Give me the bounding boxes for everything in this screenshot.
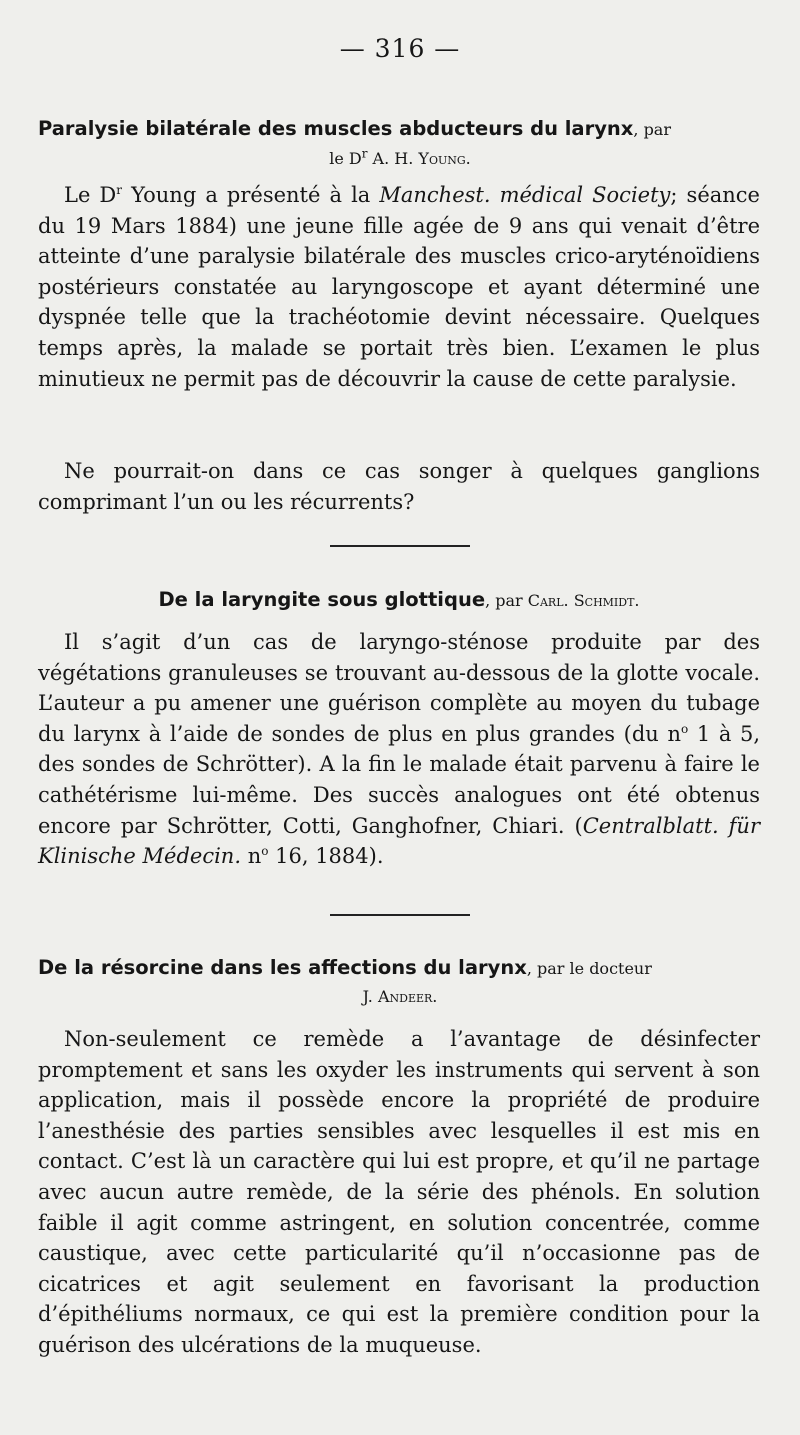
section-title: De la résorcine dans les affections du larynx xyxy=(38,956,527,979)
section-heading-2 xyxy=(38,585,760,616)
author-line-3: J. Andeer. xyxy=(362,987,438,1006)
superscript: o xyxy=(261,844,269,859)
text-run: 1 à 5, des sondes de Schrötter). A la fin le malade était parvenu à faire le cathétérisme lui-même. Des succès analogues ont été obtenus encore par Schrötter, Cotti, Ganghofner, Chiari. ( xyxy=(38,721,760,838)
author-name: A. H. Young. xyxy=(367,149,471,168)
page-number: — 316 — xyxy=(339,34,461,63)
byline-par: , par xyxy=(633,120,671,139)
text-run: Il s’agit d’un cas de laryngo-sténose produite par des végétations granuleuses se trouvant au-dessous de la glotte vocale. L’auteur a pu amener une guérison complète au moyen du tubage du larynx à l’aide de sondes de plus en plus grandes (du n xyxy=(38,630,760,746)
text-run: ; séance du 19 Mars 1884) une jeune fille agée de 9 ans qui venait d’être atteinte d’une paralysie bilatérale des muscles crico-aryténoïdiens postérieurs constatée au laryngoscope et ayant déterminé une dyspnée telle que la trachéotomie devint nécessaire. Quelques temps après, la malade se portait très bien. L’examen le plus minutieux ne permit pas de découvrir la cause de cette paralysie. xyxy=(38,183,760,391)
text-run: Young a présenté à la xyxy=(122,183,380,207)
superscript: o xyxy=(680,721,689,736)
section-heading-1 xyxy=(38,114,760,145)
byline-par: , par xyxy=(485,591,528,610)
section-title: Paralysie bilatérale des muscles abducteurs du larynx xyxy=(38,117,634,140)
text-run: 16, 1884). xyxy=(268,844,384,869)
section-divider xyxy=(330,545,470,547)
section1-paragraph-2: Ne pourrait-on dans ce cas songer à quelques ganglions comprimant l’un ou les récurrents? xyxy=(38,459,760,514)
journal-name: Manchest. médical Society xyxy=(379,183,671,207)
author-sup: r xyxy=(361,146,368,161)
journal-name: Centralblatt. für Klinische Médecin. xyxy=(38,813,760,869)
section-title: De la laryngite sous glottique xyxy=(158,588,486,611)
text-run: Le D xyxy=(64,183,117,207)
text-run: n xyxy=(241,844,262,869)
author-line-1 xyxy=(0,146,800,172)
section1-paragraph-1 xyxy=(38,180,760,394)
section-divider xyxy=(330,914,470,916)
author-name: Carl. Schmidt. xyxy=(527,591,640,610)
section2-paragraph-1 xyxy=(38,627,760,872)
superscript: r xyxy=(116,183,123,197)
author-prefix: le D xyxy=(329,149,362,168)
byline-par: , par le docteur xyxy=(526,959,652,978)
section3-paragraph-1: Non-seulement ce remède a l’avantage de désinfecter promptement et sans les oxyder les instruments qui servent à son application, mais il possède encore la propriété de produire l’anesthésie des parties sensibles avec lesquelles il est mis en contact. C’est là un caractère qui lui est propre, et qu’il ne partage avec aucun autre remède, de la série des phénols. En solution faible il agit comme astringent, en solution concentrée, comme caustique, avec cette particularité qu’il n’occasionne pas de cicatrices et agit seulement en favorisant la production d’épithéliums normaux, ce qui est la première condition pour la guérison des ulcérations de la muqueuse. xyxy=(38,1027,760,1357)
section-heading-3 xyxy=(38,953,760,984)
